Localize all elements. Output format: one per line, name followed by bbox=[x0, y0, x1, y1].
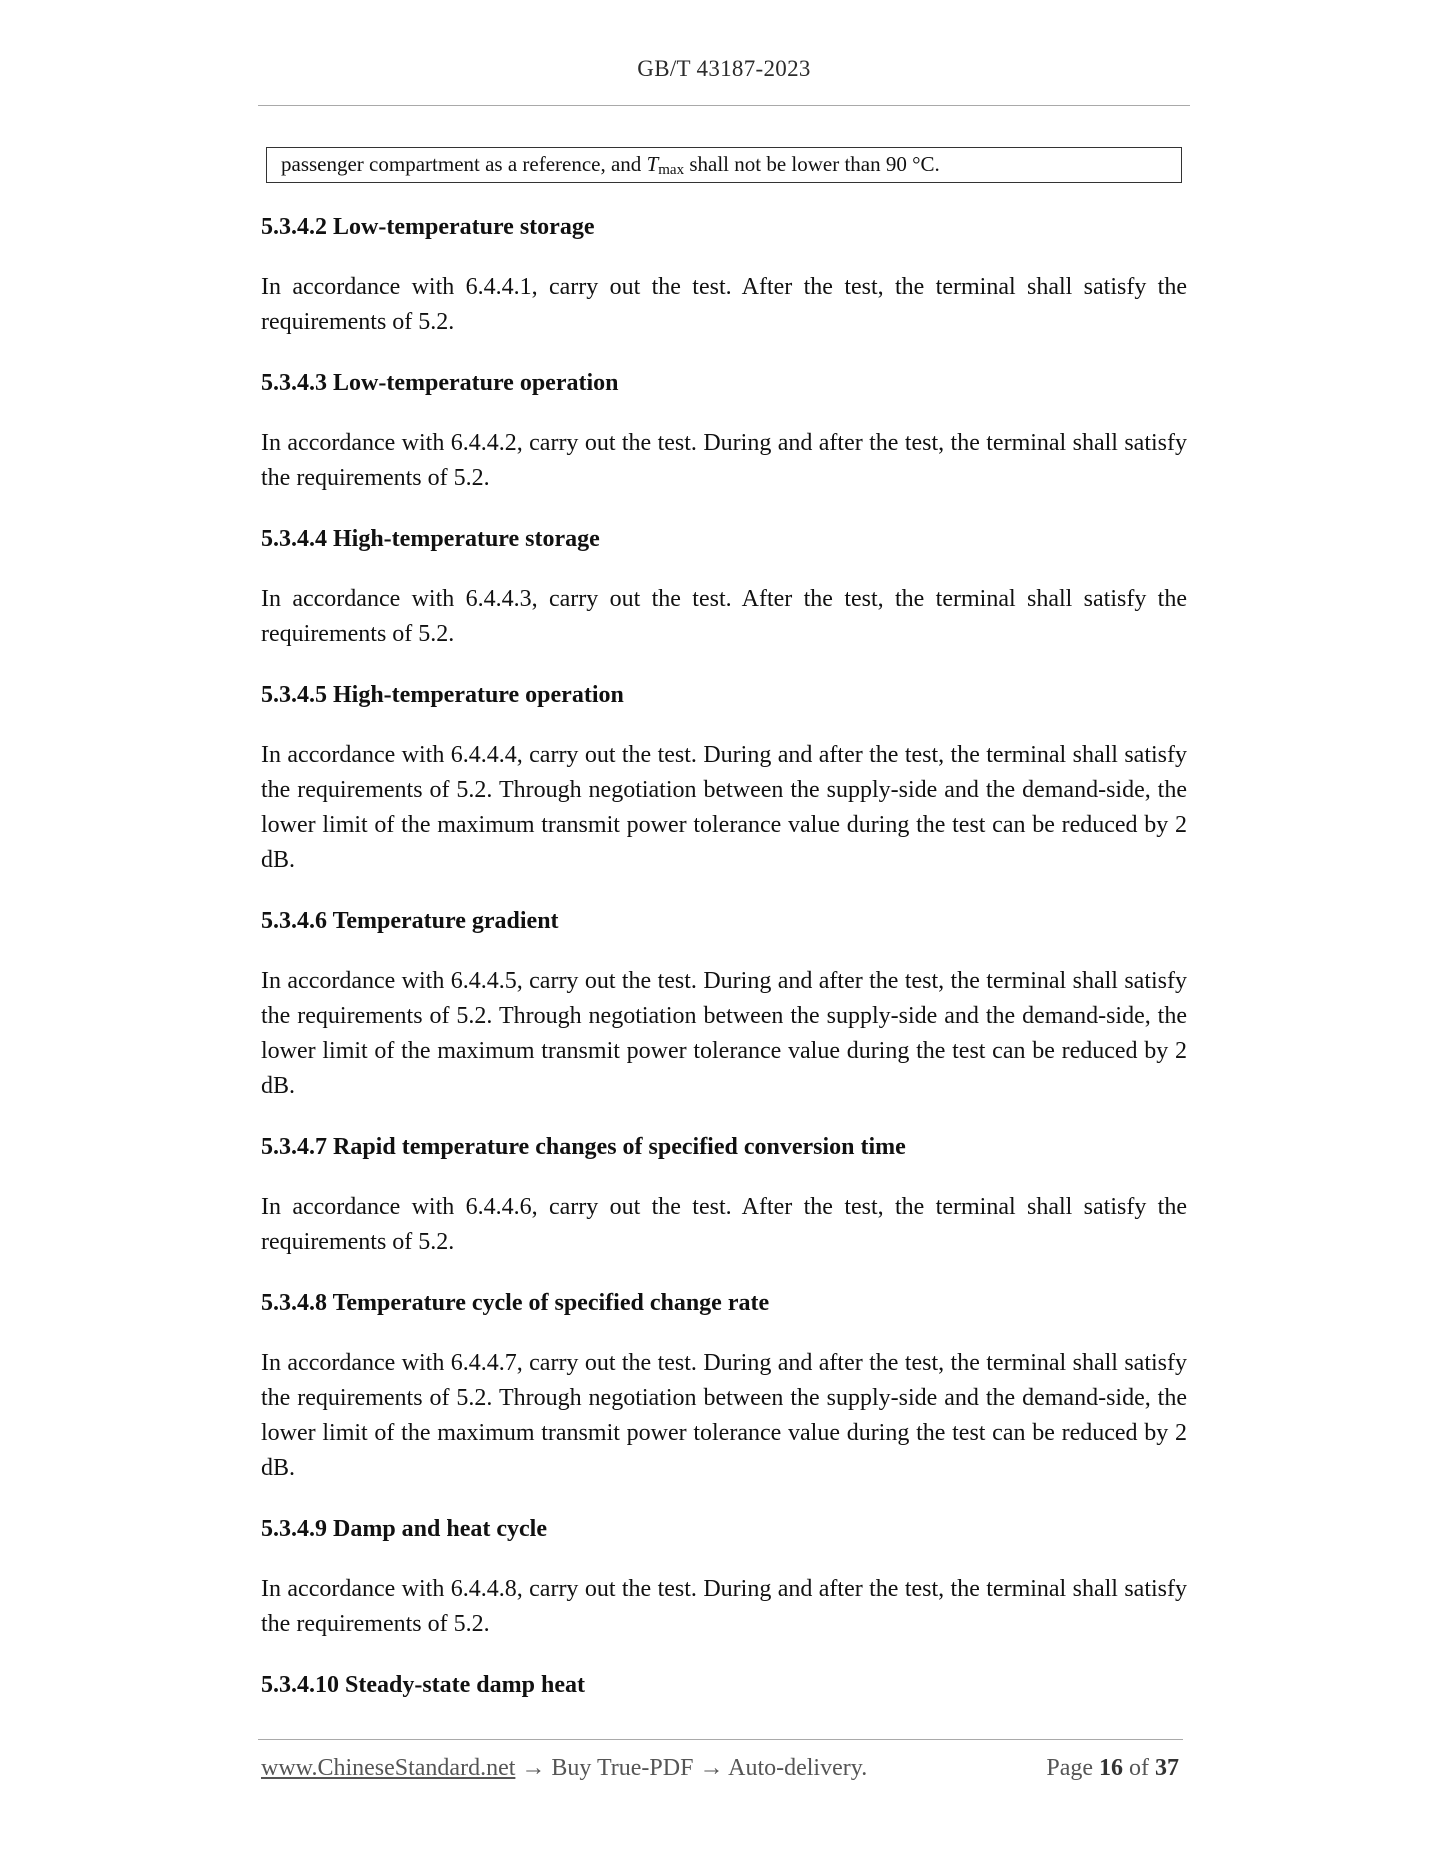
section-paragraph: In accordance with 6.4.4.1, carry out the test. After the test, the terminal shall satisfy the requirements of 5.2. bbox=[261, 274, 1187, 335]
section-paragraph: In accordance with 6.4.4.3, carry out the test. After the test, the terminal shall satisfy the requirements of 5.2. bbox=[261, 586, 1187, 647]
section-5-3-4-7 bbox=[261, 1130, 1187, 1260]
footer-divider bbox=[258, 1739, 1183, 1740]
section-heading: 5.3.4.6 Temperature gradient bbox=[261, 908, 559, 934]
continued-note-box bbox=[266, 147, 1182, 183]
page-footer bbox=[261, 1755, 1183, 1782]
section-5-3-4-3 bbox=[261, 366, 1187, 496]
section-heading: 5.3.4.9 Damp and heat cycle bbox=[261, 1516, 547, 1542]
of-label: of bbox=[1129, 1755, 1149, 1781]
section-5-3-4-9 bbox=[261, 1512, 1187, 1642]
section-5-3-4-2 bbox=[261, 210, 1187, 340]
page-number: 16 bbox=[1099, 1755, 1123, 1781]
note-symbol: T bbox=[646, 152, 659, 176]
section-paragraph: In accordance with 6.4.4.7, carry out the test. During and after the test, the terminal shall satisfy the requirements of 5.2. Through negotiation between the supply-side and the demand-side, the lower limit of the maximum transmit power tolerance value during the test can be reduced by 2 dB. bbox=[261, 1350, 1187, 1481]
header-divider bbox=[258, 105, 1190, 106]
note-text-before: passenger compartment as a reference, and bbox=[281, 152, 647, 176]
section-heading: 5.3.4.3 Low-temperature operation bbox=[261, 370, 619, 396]
section-5-3-4-10 bbox=[261, 1668, 1187, 1702]
section-heading: 5.3.4.10 Steady-state damp heat bbox=[261, 1672, 585, 1698]
page-label: Page bbox=[1046, 1755, 1093, 1781]
section-heading: 5.3.4.2 Low-temperature storage bbox=[261, 214, 595, 240]
section-heading: 5.3.4.4 High-temperature storage bbox=[261, 526, 600, 552]
document-id-header: GB/T 43187-2023 bbox=[637, 56, 811, 81]
section-heading: 5.3.4.8 Temperature cycle of specified change rate bbox=[261, 1290, 770, 1316]
section-5-3-4-4 bbox=[261, 522, 1187, 652]
section-heading: 5.3.4.5 High-temperature operation bbox=[261, 682, 624, 708]
section-5-3-4-8 bbox=[261, 1286, 1187, 1486]
section-paragraph: In accordance with 6.4.4.4, carry out the test. During and after the test, the terminal shall satisfy the requirements of 5.2. Through negotiation between the supply-side and the demand-side, the lower limit of the maximum transmit power tolerance value during the test can be reduced by 2 dB. bbox=[261, 742, 1187, 873]
footer-promo-text: → Buy True-PDF → Auto-delivery. bbox=[515, 1755, 868, 1781]
section-paragraph: In accordance with 6.4.4.2, carry out the test. During and after the test, the terminal shall satisfy the requirements of 5.2. bbox=[261, 430, 1187, 491]
section-paragraph: In accordance with 6.4.4.8, carry out the test. During and after the test, the terminal shall satisfy the requirements of 5.2. bbox=[261, 1576, 1187, 1637]
section-heading: 5.3.4.7 Rapid temperature changes of specified conversion time bbox=[261, 1134, 906, 1160]
section-5-3-4-5 bbox=[261, 678, 1187, 878]
section-paragraph: In accordance with 6.4.4.5, carry out the test. During and after the test, the terminal shall satisfy the requirements of 5.2. Through negotiation between the supply-side and the demand-side, the lower limit of the maximum transmit power tolerance value during the test can be reduced by 2 dB. bbox=[261, 968, 1187, 1099]
note-subscript: max bbox=[658, 162, 685, 178]
website-link[interactable]: www.ChineseStandard.net bbox=[261, 1755, 516, 1781]
page-indicator bbox=[1046, 1755, 1179, 1782]
note-text-after: shall not be lower than 90 °C. bbox=[684, 152, 940, 176]
section-5-3-4-6 bbox=[261, 904, 1187, 1104]
section-paragraph: In accordance with 6.4.4.6, carry out the test. After the test, the terminal shall satisfy the requirements of 5.2. bbox=[261, 1194, 1187, 1255]
page-total: 37 bbox=[1155, 1755, 1179, 1781]
document-body bbox=[261, 210, 1187, 1728]
